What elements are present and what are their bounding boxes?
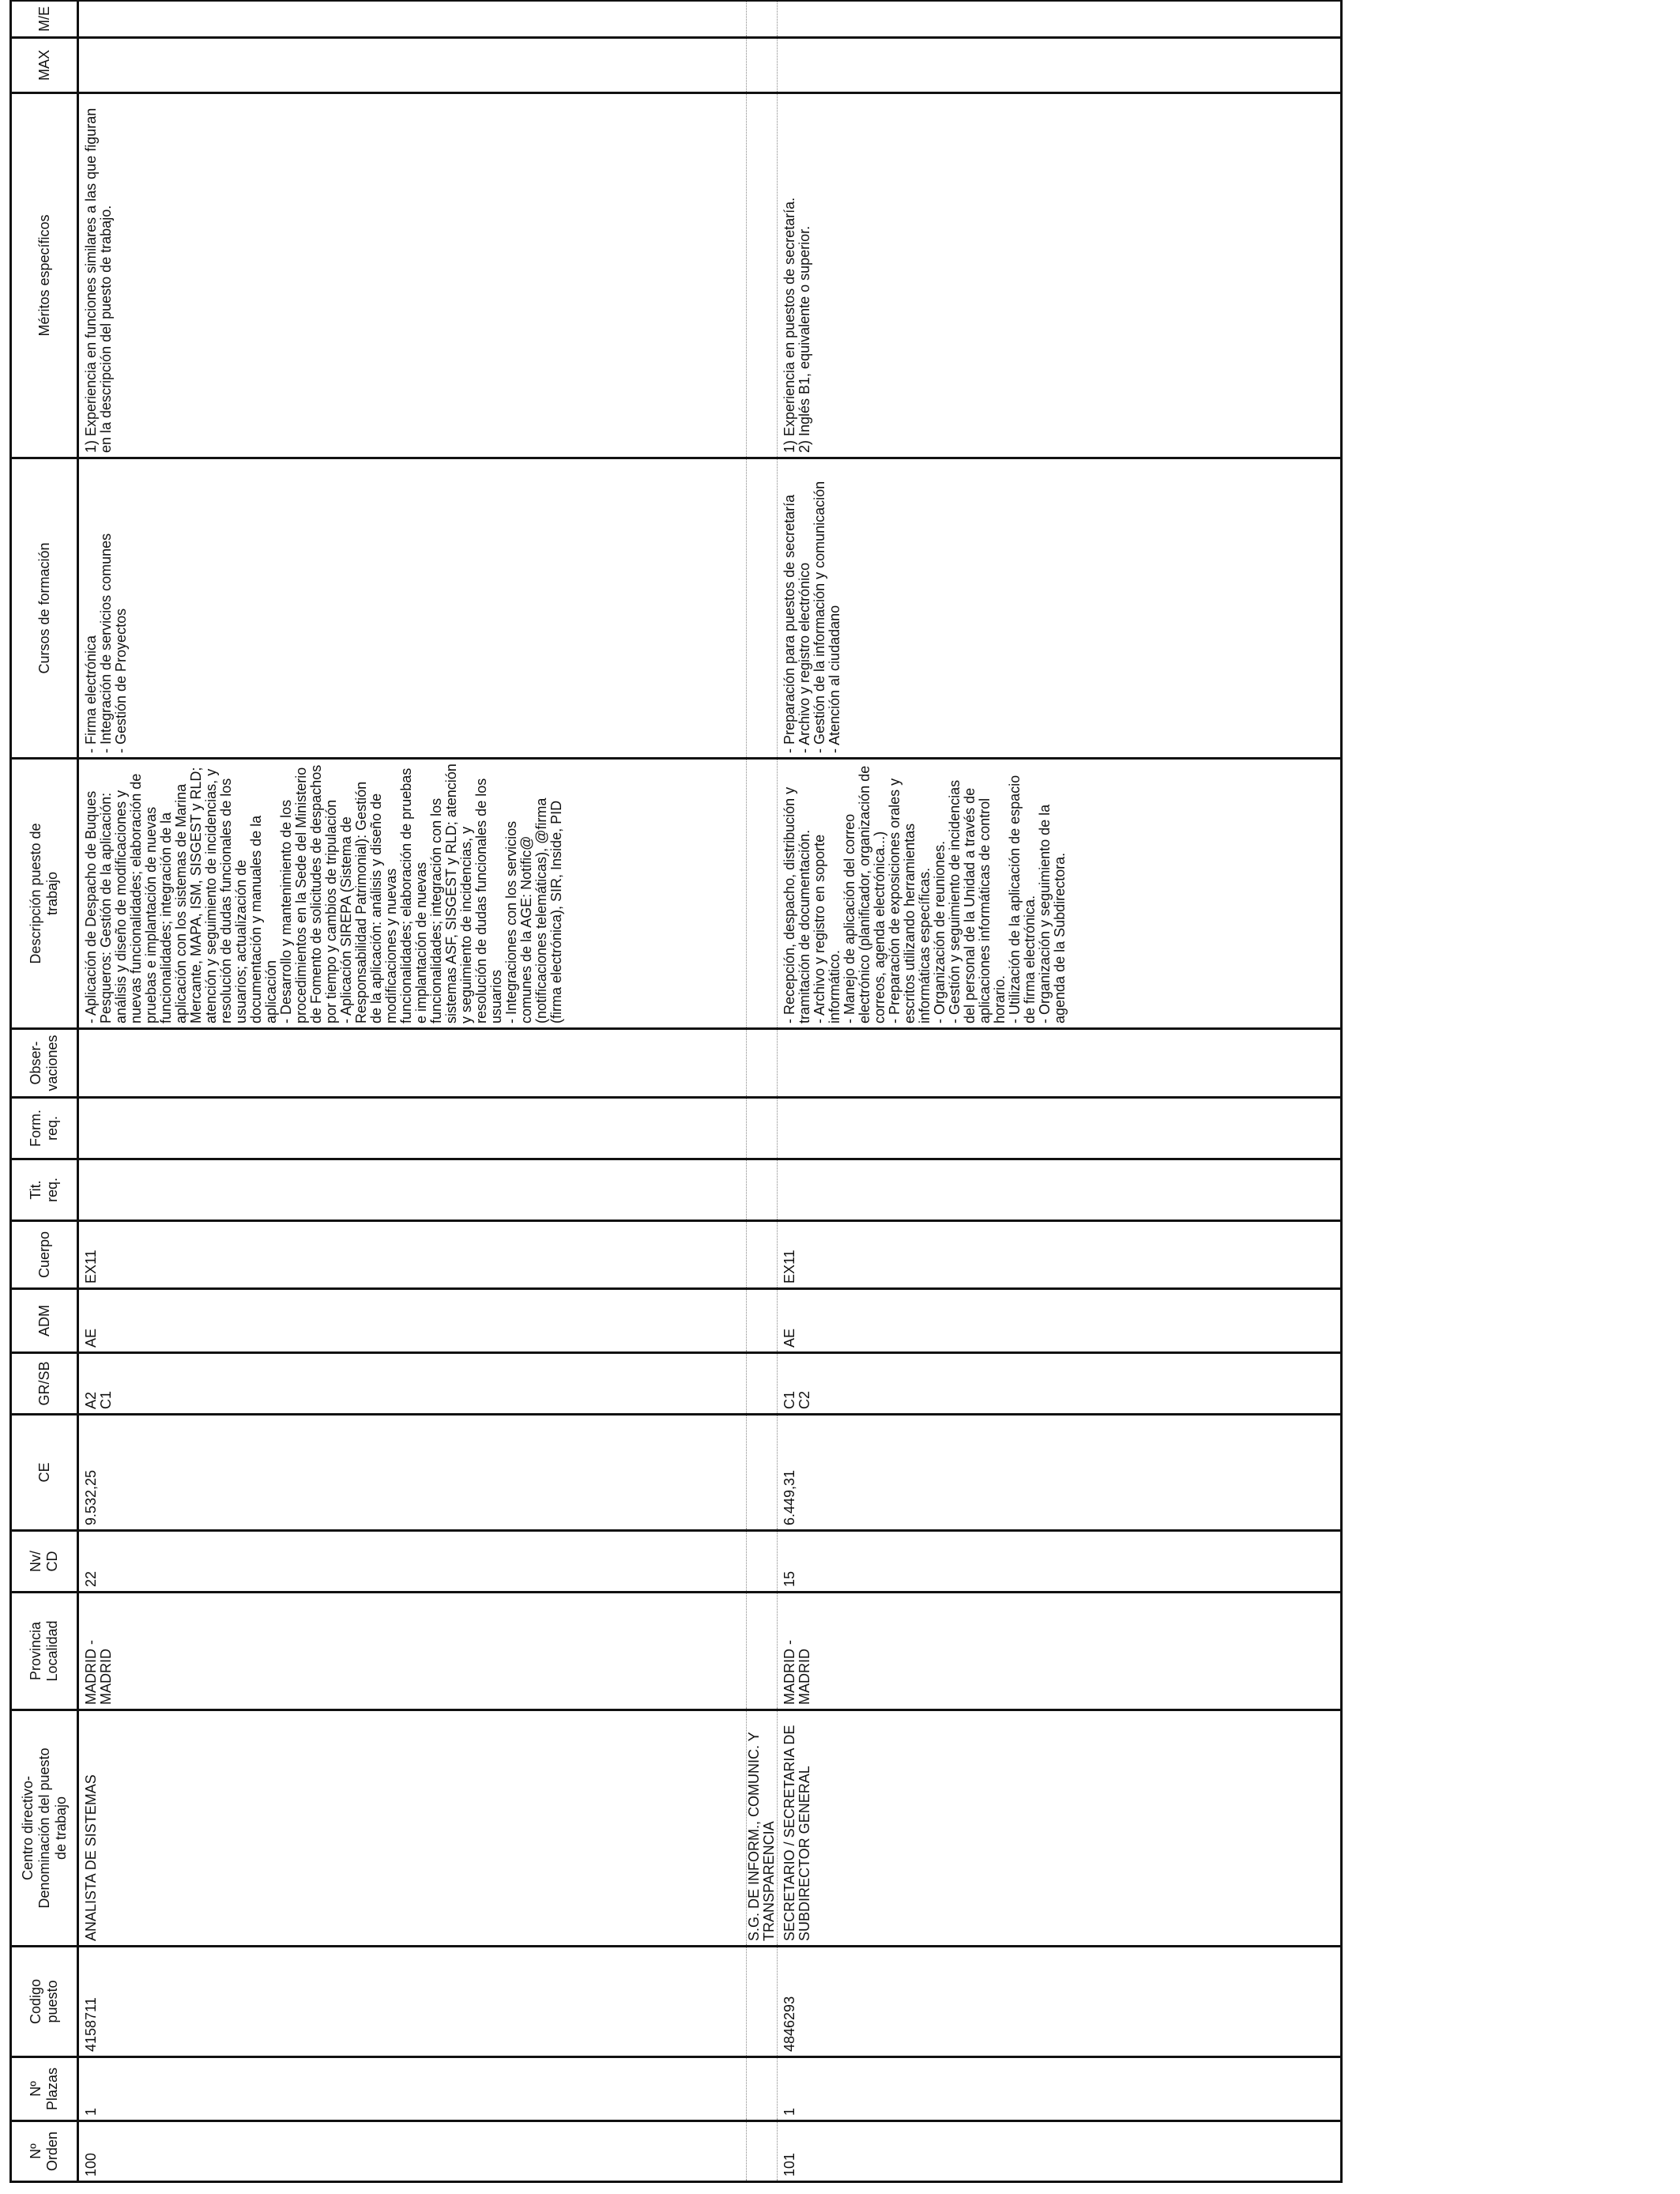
header-ce: CE — [11, 1415, 78, 1531]
cell-grupo: A2 C1 — [78, 1353, 747, 1415]
header-descripcion: Descripción puesto de trabajo — [11, 759, 78, 1029]
cell-cuerpo: EX11 — [78, 1221, 747, 1289]
table-row — [78, 1, 747, 2182]
cell-orden: 101 — [778, 2121, 1342, 2182]
cell-formacion — [78, 1098, 747, 1159]
cell-plazas: 1 — [78, 2057, 747, 2121]
cell-ce: 6.449,31 — [778, 1415, 1342, 1531]
job-positions-table — [9, 0, 1343, 2183]
header-observaciones: Obser- vaciones — [11, 1029, 78, 1098]
cell-descripcion: - Recepción, despacho, distribución y tramitación de documentación. - Archivo y registro en soporte informático. - Manejo de aplicación del correo electrónico (planificador, organización de correos, agenda electrónica...) - Preparación de exposiciones orales y escritos utilizando herramientas informáticas específicas. - Organización de reuniones. - Gestión y seguimiento de incidencias del personal de la Unidad a través de aplicaciones informáticas de control horario. - Utilización de la aplicación de espacio de firma electrónica. - Organización y seguimiento de la agenda de la Subdirectora. — [778, 759, 1342, 1029]
cell-titulacion — [778, 1159, 1342, 1221]
header-cuerpo: Cuerpo — [11, 1221, 78, 1289]
cell-grupo: C1 C2 — [778, 1353, 1342, 1415]
header-grupo: GR/SB — [11, 1353, 78, 1415]
cell-meritos: 1) Experiencia en funciones similares a las que figuran en la descripción del puesto de trabajo. — [78, 93, 747, 458]
cell-observaciones — [778, 1029, 1342, 1098]
header-plazas: Nº Plazas — [11, 2057, 78, 2121]
section-row — [747, 1, 778, 2182]
cell-me — [78, 1, 747, 38]
cell-ce: 9.532,25 — [78, 1415, 747, 1531]
header-row — [11, 1, 78, 2182]
cell-nivel: 22 — [78, 1531, 747, 1593]
cell-orden: 100 — [78, 2121, 747, 2182]
header-max: MAX — [11, 38, 78, 93]
cell-max — [778, 38, 1342, 93]
cell-meritos: 1) Experiencia en puestos de secretaría. 2) Inglés B1, equivalente o superior. — [778, 93, 1342, 458]
cell-codigo: 4846293 — [778, 1947, 1342, 2057]
cell-plazas: 1 — [778, 2057, 1342, 2121]
header-titulacion: Tit. req. — [11, 1159, 78, 1221]
cell-denominacion: SECRETARIO / SECRETARIA DE SUBDIRECTOR GENERAL — [778, 1710, 1342, 1947]
cell-titulacion — [78, 1159, 747, 1221]
header-meritos: Méritos específicos — [11, 93, 78, 458]
cell-cursos: - Preparación para puestos de secretaría - Archivo y registro electrónico - Gestión de la información y comunicación - Atención al ciudadano — [778, 458, 1342, 759]
cell-observaciones — [78, 1029, 747, 1098]
cell-adm: AE — [778, 1289, 1342, 1353]
header-formacion: Form. req. — [11, 1098, 78, 1159]
header-nivel: Nv/ CD — [11, 1531, 78, 1593]
header-orden: Nº Orden — [11, 2121, 78, 2182]
cell-me — [778, 1, 1342, 38]
header-cursos: Cursos de formación — [11, 458, 78, 759]
header-adm: ADM — [11, 1289, 78, 1353]
table-row — [778, 1, 1342, 2182]
cell-provincia: MADRID - MADRID — [778, 1593, 1342, 1710]
header-denominacion: Centro directivo- Denominación del puesto de trabajo — [11, 1710, 78, 1947]
cell-cursos: - Firma electrónica - Integración de servicios comunes - Gestión de Proyectos — [78, 458, 747, 759]
cell-provincia: MADRID - MADRID — [78, 1593, 747, 1710]
cell-cuerpo: EX11 — [778, 1221, 1342, 1289]
header-me: M/E — [11, 1, 78, 38]
cell-denominacion: ANALISTA DE SISTEMAS — [78, 1710, 747, 1947]
cell-descripcion: - Aplicación de Despacho de Buques Pesqueros: Gestión de la aplicación: análisis y diseño de modificaciones y nuevas funcionalidades; elaboración de pruebas e implantación de nuevas funcionalidades; integración de la aplicación con los sistemas de Marina Mercante, MAPA, ISM, SISGEST y RLD; atención y seguimiento de incidencias, y resolución de dudas funcionales de los usuarios; actualización de documentación y manuales de la aplicación - Desarrollo y mantenimiento de los procedimientos en la Sede del Ministerio de Fomento de solicitudes de despachos por tiempo y cambios de tripulación - Aplicación SIREPA (Sistema de Responsabilidad Patrimonial): Gestión de la aplicación: análisis y diseño de modificaciones y nuevas funcionalidades; elaboración de pruebas e implantación de nuevas funcionalidades; integración con los sistemas ASF, SISGEST y RLD; atención y seguimiento de incidencias, y resolución de dudas funcionales de los usuarios - Integraciones con los servicios comunes de la AGE: Notific@ (notificaciones telemáticas), @firma (firma electrónica), SIR, Inside, PID — [78, 759, 747, 1029]
cell-codigo: 4158711 — [78, 1947, 747, 2057]
cell-formacion — [778, 1098, 1342, 1159]
cell-adm: AE — [78, 1289, 747, 1353]
header-provincia: Provincia Localidad — [11, 1593, 78, 1710]
section-heading: S.G. DE INFORM., COMUNIC. Y TRANSPARENCIA — [747, 1710, 778, 1947]
cell-max — [78, 38, 747, 93]
cell-nivel: 15 — [778, 1531, 1342, 1593]
header-codigo: Codigo puesto — [11, 1947, 78, 2057]
